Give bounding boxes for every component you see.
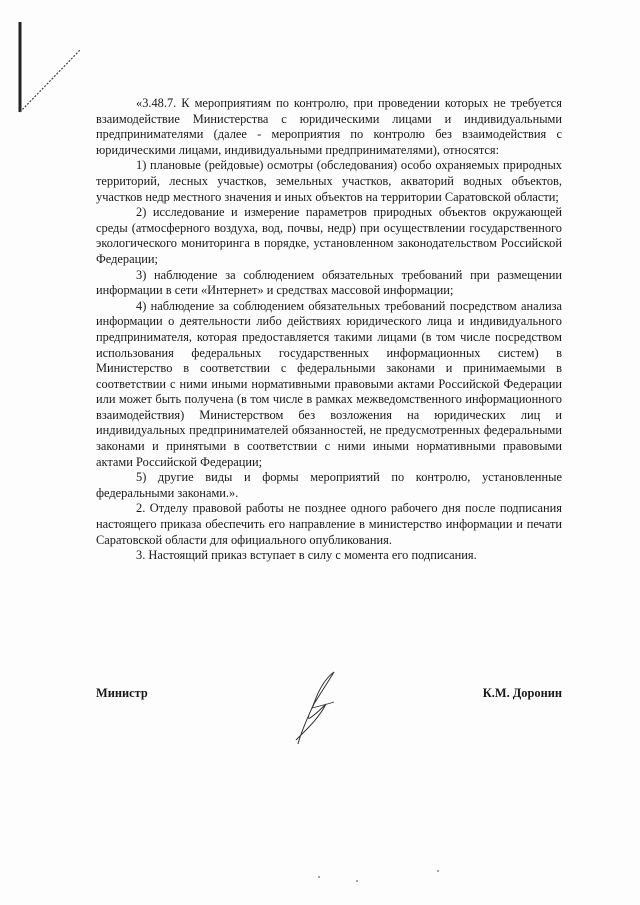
- handwritten-signature: [276, 668, 346, 748]
- paragraph-point-2: 2. Отделу правовой работы не позднее одного рабочего дня после подписания настоящего приказа обеспечить его направление в министерство информации и печати Саратовской области для официального опубликования.: [96, 501, 562, 547]
- paragraph-item-2: 2) исследование и измерение параметров природных объектов окружающей среды (атмосферного воздуха, вод, почвы, недр) при осуществлении государственного экологического мониторинга в порядке, установленном законодательством Российской Федерации;: [96, 205, 562, 266]
- scan-speck: [318, 876, 320, 878]
- paragraph-3-48-7: «3.48.7. К мероприятиям по контролю, при проведении которых не требуется взаимодействие Министерства с юридическими лицами и индивидуальными предпринимателями (далее - мероприятия по контролю без взаимодействия с юридическими лицами, индивидуальными предпринимателями), относятся:: [96, 96, 562, 157]
- corner-stroke-mark: [8, 20, 88, 120]
- scan-speck: [437, 870, 439, 872]
- paragraph-point-3: 3. Настоящий приказ вступает в силу с момента его подписания.: [136, 548, 477, 563]
- paragraph-item-1: 1) плановые (рейдовые) осмотры (обследования) особо охраняемых природных территорий, лесных участков, земельных участков, акваторий водных объектов, участков недр местного значения и иных объектов на территории Саратовской области;: [96, 158, 562, 204]
- signer-name: К.М. Доронин: [482, 686, 562, 700]
- signer-title: Министр: [96, 686, 148, 700]
- paragraph-item-5: 5) другие виды и формы мероприятий по контролю, установленные федеральными законами.».: [96, 470, 562, 500]
- paragraph-item-4: 4) наблюдение за соблюдением обязательных требований посредством анализа информации о деятельности либо действиях юридического лица и индивидуального предпринимателя, которая предоставляется такими лицами (в том числе посредством использования федеральных государственных информационных систем) в Министерство в соответствии с федеральными законами и принимаемыми в соответствии с ними иными нормативными правовыми актами Российской Федерации или может быть получена (в том числе в рамках межведомственного информационного взаимодействия) Министерством без возложения на юридических лиц и индивидуальных предпринимателей обязанностей, не предусмотренных федеральными законами и принятыми в соответствии с ними иными нормативными правовыми актами Российской Федерации;: [96, 298, 562, 469]
- signature-block: [96, 684, 562, 744]
- scan-speck: [356, 880, 358, 882]
- order-text: [96, 96, 562, 564]
- paragraph-item-3: 3) наблюдение за соблюдением обязательных требований при размещении информации в сети «Интернет» и средствах массовой информации;: [96, 267, 562, 298]
